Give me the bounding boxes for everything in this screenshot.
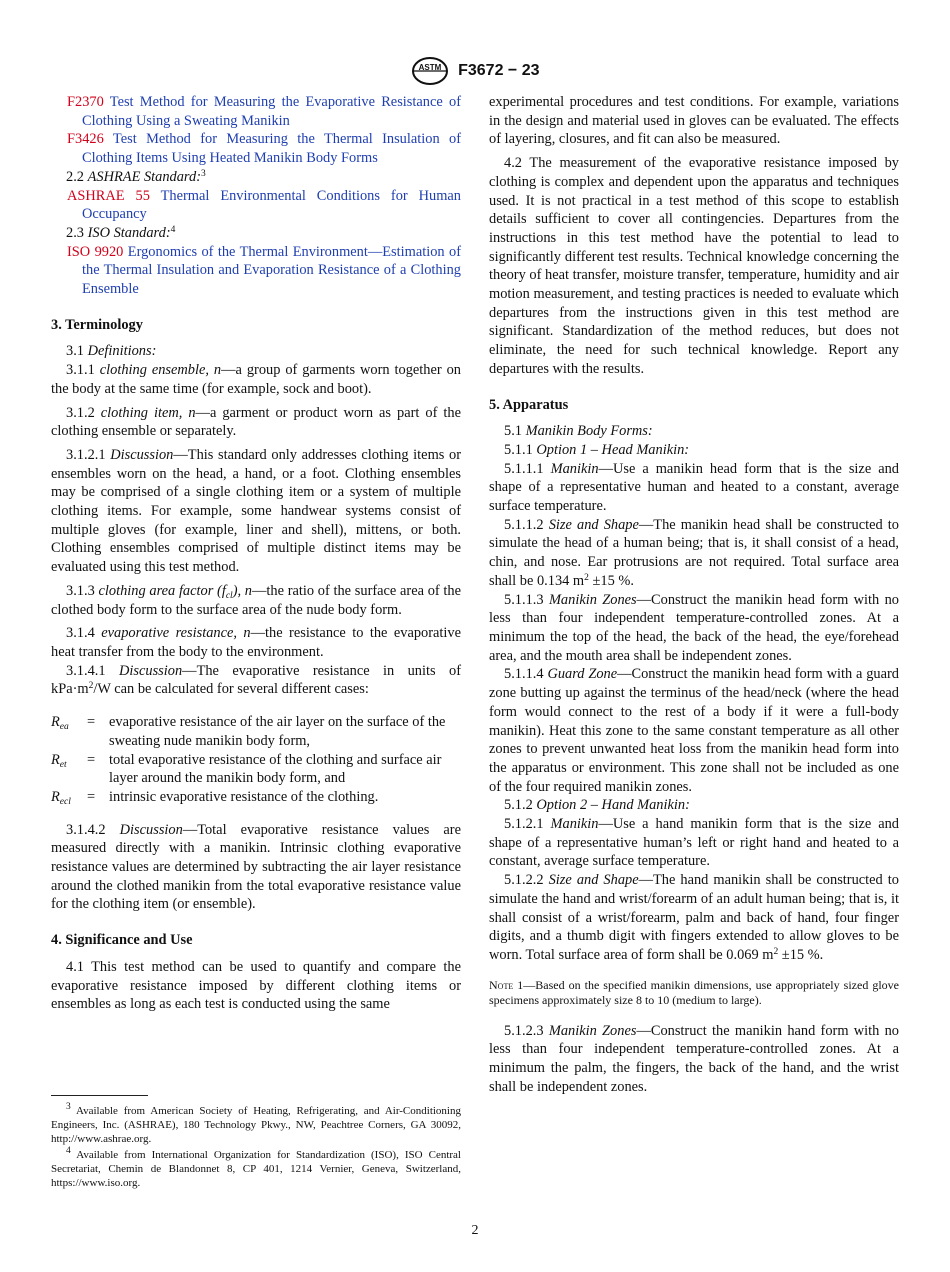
section-4-2: 4.2 The measurement of the evaporative resistance imposed by clothing is complex and dependent upon the apparatus and techniques used. It is not practical in a test method of this scope to establish details sufficient to cover all contingencies. Departures from the instructions in this test method have the potential to lead to significantly different test results. Technical knowledge concerning the theory of heat transfer, moisture transfer, temperature, humidity and air motion measurement, and testing practices is needed to evaluate which departures from the instructions given in this test method are significant. Standardization of the method reduces, but does not eliminate, the need for such technical knowledge. Report any departures with the results. bbox=[489, 155, 899, 377]
section-5-1-1-2: 5.1.1.2 Size and Shape—The manikin head shall be constructed to simulate the head of a human being; that is, it shall consist of a head, chin, and nose. Ear protrusions are not required. Total surface area shall be 0.134 $m^2 \pm 15$ %. bbox=[489, 516, 899, 589]
definition-item: $R_{ecl}$ = intrinsic evaporative resistance of the clothing. bbox=[51, 788, 379, 807]
section-5-1-2-3: 5.1.2.3 Manikin Zones—Construct the manikin hand form with no less than four independent temperature-controlled zones. At a minimum the palm, the fingers, the back of the hand, and the wrist shall be independent zones. bbox=[489, 1022, 900, 1095]
section-3-1-4-2: 3.1.4.2 Discussion—Total evaporative resistance values are measured directly with a manikin. Intrinsic clothing evaporative resistance values are determined by subtracting the air layer resistance around the clothed manikin from the total evaporative resistance value for the clothing item (or ensemble). bbox=[51, 821, 461, 913]
footnote-3: $^3$ Available from American Society of Heating, Refrigerating, and Air-Conditioning Engineers, Inc. (ASHRAE), 180 Technology Pkwy., NW, Peachtree Corners, GA 30092, http://www.ashrae.org. bbox=[51, 1102, 461, 1146]
reference-title[interactable]: Thermal Environmental Conditions for Human Occupancy bbox=[82, 187, 462, 223]
section-2-2: 2.2 ASHRAE Standard:$^3$ bbox=[66, 168, 206, 185]
definition-item: $R_{ea}$ = evaporative resistance of the air layer on the surface of the sweating nude manikin body form, bbox=[51, 714, 446, 749]
reference-title[interactable]: Test Method for Measuring the Thermal Insulation of Clothing Items Using Heated Manikin Body Forms bbox=[82, 131, 462, 167]
document-designation: F3672 − 23 bbox=[458, 61, 540, 79]
section-5-1-1-4: 5.1.1.4 Guard Zone—Construct the manikin head form with a guard zone butting up against the terminus of the head/neck (where the head form would connect to the rest of a body if it were a full-body manikin). Heat this zone to the same constant temperature as all other zones to prevent unwanted heat loss from the manikin head form into the apparatus or environment. This zone shall not be included as one of the four required manikin zones. bbox=[489, 666, 899, 795]
section-5-1-2: 5.1.2 Option 2 – Hand Manikin: bbox=[504, 797, 690, 814]
right-column bbox=[489, 93, 899, 1096]
section-3-1-4-1: 3.1.4.1 Discussion—The evaporative resistance in units of $kPa\cdot m^2/W$ can be calculated for several different cases: bbox=[51, 662, 461, 698]
section-5-1-2-1: 5.1.2.1 Manikin—Use a hand manikin form that is the size and shape of a representative human’s left or right hand and heated to a constant, average surface temperature. bbox=[489, 816, 899, 870]
section-3-1-4: 3.1.4 evaporative resistance, n—the resistance to the evaporative heat transfer from the body to the environment. bbox=[51, 625, 461, 660]
section-3-1-3: 3.1.3 clothing area factor $(f_{cl})$, n—the ratio of the surface area of the clothed body form to the surface area of the nude body form. bbox=[51, 582, 461, 618]
footnote-divider bbox=[51, 1095, 148, 1096]
section-5-1-1-1: 5.1.1.1 Manikin—Use a manikin head form that is the size and shape of a representative human and heated to a constant, average surface temperature. bbox=[489, 460, 899, 515]
section-heading-significance: 4. Significance and Use bbox=[51, 932, 193, 949]
reference-code[interactable]: F3426 bbox=[67, 131, 104, 148]
section-2-3: 2.3 ISO Standard:$^4$ bbox=[66, 224, 176, 241]
logo-text: ASTM bbox=[419, 63, 442, 72]
reference-code[interactable]: ISO 9920 bbox=[67, 243, 124, 260]
reference-title[interactable]: Test Method for Measuring the Evaporative Resistance of Clothing Using a Sweating Manikin bbox=[82, 94, 461, 129]
section-3-1-1: 3.1.1 clothing ensemble, n—a group of garments worn together on the body at the same time (for example, sock and boot). bbox=[51, 362, 461, 397]
section-3-1-2-1: 3.1.2.1 Discussion—This standard only addresses clothing items or ensembles worn on the head, a hand, or a foot. Clothing ensembles may be comprised of a single clothing item or a system of multiple clothing items. For example, some handwear systems consist of multiple gloves (for example, liner and shell), mittens, or both. Clothing ensembles comprised of multiple distinct items may be evaluated using this test method. bbox=[51, 446, 461, 576]
section-5-1-2-2: 5.1.2.2 Size and Shape—The hand manikin shall be constructed to simulate the hand and wrist/forearm of an adult human being; that is, it shall consist of a wrist/forearm, palm and back of hand, four finger digits, and a thumb digit with fingers extended to allow gloves to be worn. Total surface area of form shall be 0.069 $m^2 \pm 15$ %. bbox=[489, 872, 899, 963]
definition-item: $R_{et}$ = total evaporative resistance of the clothing and surface air layer around the manikin body form, and bbox=[51, 751, 442, 787]
section-5-1-1-3: 5.1.1.3 Manikin Zones—Construct the manikin head form with no less than four independent temperature-controlled zones. At a minimum the top of the head, the back of the head, the eye/forehead area, and the mouth area shall be independent zones. bbox=[489, 591, 899, 664]
reference-ashrae-55 bbox=[51, 187, 461, 224]
reference-iso-9920 bbox=[51, 243, 461, 299]
reference-title[interactable]: Ergonomics of the Thermal Environment—Estimation of the Thermal Insulation and Evaporation Resistance of a Clothing Ensemble bbox=[82, 243, 461, 298]
note-1: Note 1—Based on the specified manikin dimensions, use appropriately sized glove specimens approximately size 8 to 10 (medium to large). bbox=[489, 977, 899, 1008]
reference-code[interactable]: F2370 bbox=[67, 94, 104, 110]
left-column bbox=[51, 93, 461, 1014]
footnote-4: $^4$ Available from International Organization for Standardization (ISO), ISO Central Secretariat, Chemin de Blandonnet 8, CP 401, 1214 Vernier, Geneva, Switzerland, https://www.iso.org. bbox=[51, 1146, 461, 1190]
section-3-1: 3.1 Definitions: bbox=[66, 343, 157, 360]
section-3-1-2: 3.1.2 clothing item, n—a garment or product worn as part of the clothing ensemble or separately. bbox=[51, 404, 461, 440]
astm-logo-icon bbox=[410, 56, 450, 86]
section-4-1: 4.1 This test method can be used to quantify and compare the evaporative resistance imposed by different clothing items or ensembles as long as each test is conducted using the same bbox=[51, 958, 461, 1013]
reference-f2370 bbox=[51, 93, 461, 130]
reference-code[interactable]: ASHRAE 55 bbox=[67, 187, 150, 204]
page-number: 2 bbox=[471, 1223, 479, 1238]
section-heading-apparatus: 5. Apparatus bbox=[489, 396, 569, 413]
section-4-1-continued: experimental procedures and test conditions. For example, variations in the design and material used in gloves can be evaluated. The effects of layering, closures, and fit can also be measured. bbox=[489, 94, 899, 148]
section-5-1: 5.1 Manikin Body Forms: bbox=[504, 423, 653, 440]
page-header bbox=[0, 56, 950, 86]
section-5-1-1: 5.1.1 Option 1 – Head Manikin: bbox=[504, 441, 690, 458]
reference-f3426 bbox=[51, 130, 461, 167]
section-heading-terminology: 3. Terminology bbox=[51, 316, 143, 333]
definition-list bbox=[51, 713, 461, 807]
